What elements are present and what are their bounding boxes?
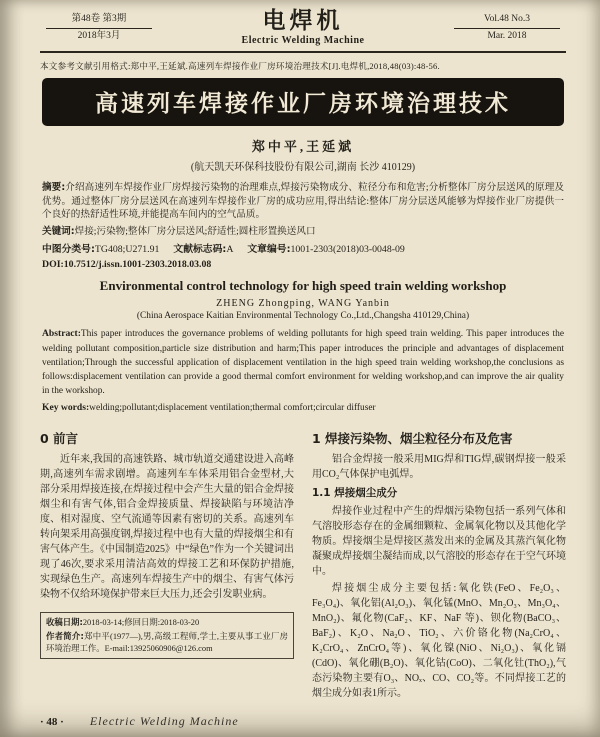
keywords-cn-label: 关键词: <box>42 225 75 237</box>
doi-line: DOI:10.7512/j.issn.1001-2303.2018.03.08 <box>42 259 212 271</box>
meta-line <box>42 241 564 255</box>
article-title-cn: 高速列车焊接作业厂房环境治理技术 <box>42 78 564 126</box>
article-number-value: 1001-2303(2018)03-0048-09 <box>290 244 405 256</box>
keywords-cn <box>42 225 564 239</box>
journal-logo-block <box>158 10 448 46</box>
header-volume-issue <box>40 14 158 43</box>
keywords-en-label: Key words: <box>42 402 90 414</box>
doc-code <box>173 241 233 255</box>
right-column <box>312 428 566 704</box>
header-right-divider <box>454 28 560 29</box>
citation-note: 本文参考文献引用格式:郑中平,王延斌.高速列车焊接作业厂房环境治理技术[J].电焊机,2018,48(03):48-56. <box>40 61 440 71</box>
journal-logo: 电焊机 <box>262 8 344 34</box>
abstract-cn <box>42 181 564 222</box>
section-0-paragraph: 近年来,我国的高速铁路、城市轨道交通建设进入高峰期,高速列车需求剧增。高速列车车体采用铝合金型材,大部分采用焊接连接,在焊接过程中会产生大量的铝合金焊接烟尘和有害气体,铝合金焊接质量、焊接缺陷与环境洁净度、相对湿度、空气流通等因素有密切的关系。高速列车转向架采用高强度钢,焊接过程中也有大量的焊接烟尘和有害气体产生。《中国制造2025》中“绿色”作为一个关键词出现了46次,要求采用清洁高效的焊接工艺和环保防护措施,实现绿色生产。高速列车焊接生产中的烟尘、有害气体污染物不仅给环境保护带来巨大压力,还会引发职业病。 <box>40 454 294 601</box>
authors-en: ZHENG Zhongping, WANG Yanbin <box>216 298 390 310</box>
received-date-text: 2018-03-14;修回日期:2018-03-20 <box>82 618 200 628</box>
journal-header <box>40 10 566 46</box>
keywords-en-text: welding;pollutant;displacement ventilation;thermal comfort;circular diffuser <box>89 403 376 414</box>
article-number <box>247 241 404 255</box>
abstract-en <box>42 327 564 398</box>
footer-journal-name: Electric Welding Machine <box>89 714 239 728</box>
authors-cn: 郑中平,王延斌 <box>251 139 355 154</box>
affiliation-cn: (航天凯天环保科技股份有限公司,湖南 长沙 410129) <box>190 162 416 173</box>
volume-issue-en: Vol.48 No.3 <box>483 13 530 24</box>
author-bio-text: 郑中平(1977—),男,高级工程师,学士,主要从事工业厂房环境治理工作。E-mail:13925060906@126.com <box>46 631 289 653</box>
doc-code-label: 文献标志码: <box>173 244 227 256</box>
journal-name-en: Electric Welding Machine <box>241 35 365 46</box>
section-1-1-title: 1.1 焊接烟尘成分 <box>312 487 398 500</box>
page-footer <box>40 714 566 729</box>
received-date-line <box>46 616 288 629</box>
keywords-cn-text: 焊接;污染物;整体厂房分层送风;舒适性;圆柱形置换送风口 <box>74 225 316 237</box>
article-title-en: Environmental control technology for high speed train welding workshop <box>99 278 507 294</box>
page-number: · 48 · <box>40 716 64 728</box>
header-rule <box>40 51 566 53</box>
header-volume-issue-en <box>448 14 566 43</box>
footnote-box <box>40 612 294 659</box>
keywords-en <box>42 401 564 415</box>
date-en: Mar. 2018 <box>487 30 527 41</box>
section-1-title: 1 焊接污染物、烟尘粒径分布及危害 <box>312 430 513 446</box>
clc-value: TG408;U271.91 <box>94 244 160 256</box>
abstract-cn-label: 摘要: <box>42 182 66 193</box>
body-columns <box>40 428 566 704</box>
abstract-cn-text: 介绍高速列车焊接作业厂房焊接污染物的治理难点,焊接污染物成分、粒径分布和危害;分析整体厂房分层送风的原理及优势。通过整体厂房分层送风在高速列车焊接作业厂房的成功应用,得出结论:整体厂房分层送风能够为焊接作业厂房提供一个良好的热舒适性环境,并能提高车间内的空气品质。 <box>42 182 565 221</box>
doc-code-value: A <box>226 244 234 256</box>
header-left-divider <box>46 28 152 29</box>
left-column <box>40 428 294 704</box>
clc-label: 中图分类号: <box>42 244 95 256</box>
section-1-1-paragraph-2: 焊接烟尘成分主要包括:氧化铁(FeO、Fe₂O₃、Fe₃O₄)、氧化铝(Al₂O₃)、氧化锰(MnO、Mn₂O₃、Mn₃O₄、MnO₂)、氟化物(CaF₂、KF、NaF 等)、钡化物(BaCO₃、BaF₂)、K₂O、Na₂O、TiO₂、六价铬化物(Na₂CrO₄、K₂CrO₄、ZnCrO₄等)、氧化镍(NiO、Ni₂O₃)、氧化镉(CdO)、氧化硼(B₂O)、氧化钴(CoO)、二氧化钍(ThO₂),气态污染物主要有O₃、NOₓ、CO、CO₂等。不同焊接工艺的烟尘成分如表1所示。 <box>312 583 566 700</box>
affiliation-en: (China Aerospace Kaitian Environmental Technology Co.,Ltd.,Changsha 410129,China) <box>136 311 470 322</box>
section-0-title: 0 前言 <box>40 430 79 446</box>
author-bio-label: 作者简介: <box>46 630 84 641</box>
clc-number <box>42 241 159 255</box>
abstract-en-label: Abstract: <box>42 328 81 340</box>
author-bio-line <box>46 630 288 655</box>
volume-issue-cn: 第48卷 第3期 <box>71 13 127 24</box>
article-number-label: 文章编号: <box>247 244 291 256</box>
received-date-label: 收稿日期: <box>46 617 83 628</box>
date-cn: 2018年3月 <box>77 30 121 41</box>
section-1-intro-paragraph: 铝合金焊接一般采用MIG焊和TIG焊,碳钢焊接一般采用CO₂气体保护电弧焊。 <box>312 454 566 481</box>
section-1-1-paragraph-1: 焊接作业过程中产生的焊烟污染物包括一系列气体和气溶胶形态存在的金属细颗粒、金属氧化物以及其他化学物质。焊接烟尘是焊接区蒸发出来的金属及其蒸汽氧化物凝聚成焊接烟尘凝结而成,以气溶胶的形态存在于空气环境中。 <box>312 506 566 578</box>
abstract-en-text: This paper introduces the governance problems of welding pollutants for high speed train welding. This paper introduces the welding pollutant composition,particle size distribution and harm;This paper introduces the principle and advantages of displacement ventilation;Through the successful application of displacement ventilation in the high speed train welding workshop,the conclusions as follows:displacement ventilation can provide a good thermal comfort environment for welding workshop,and can improve the air quality in the workshop. <box>42 329 564 397</box>
